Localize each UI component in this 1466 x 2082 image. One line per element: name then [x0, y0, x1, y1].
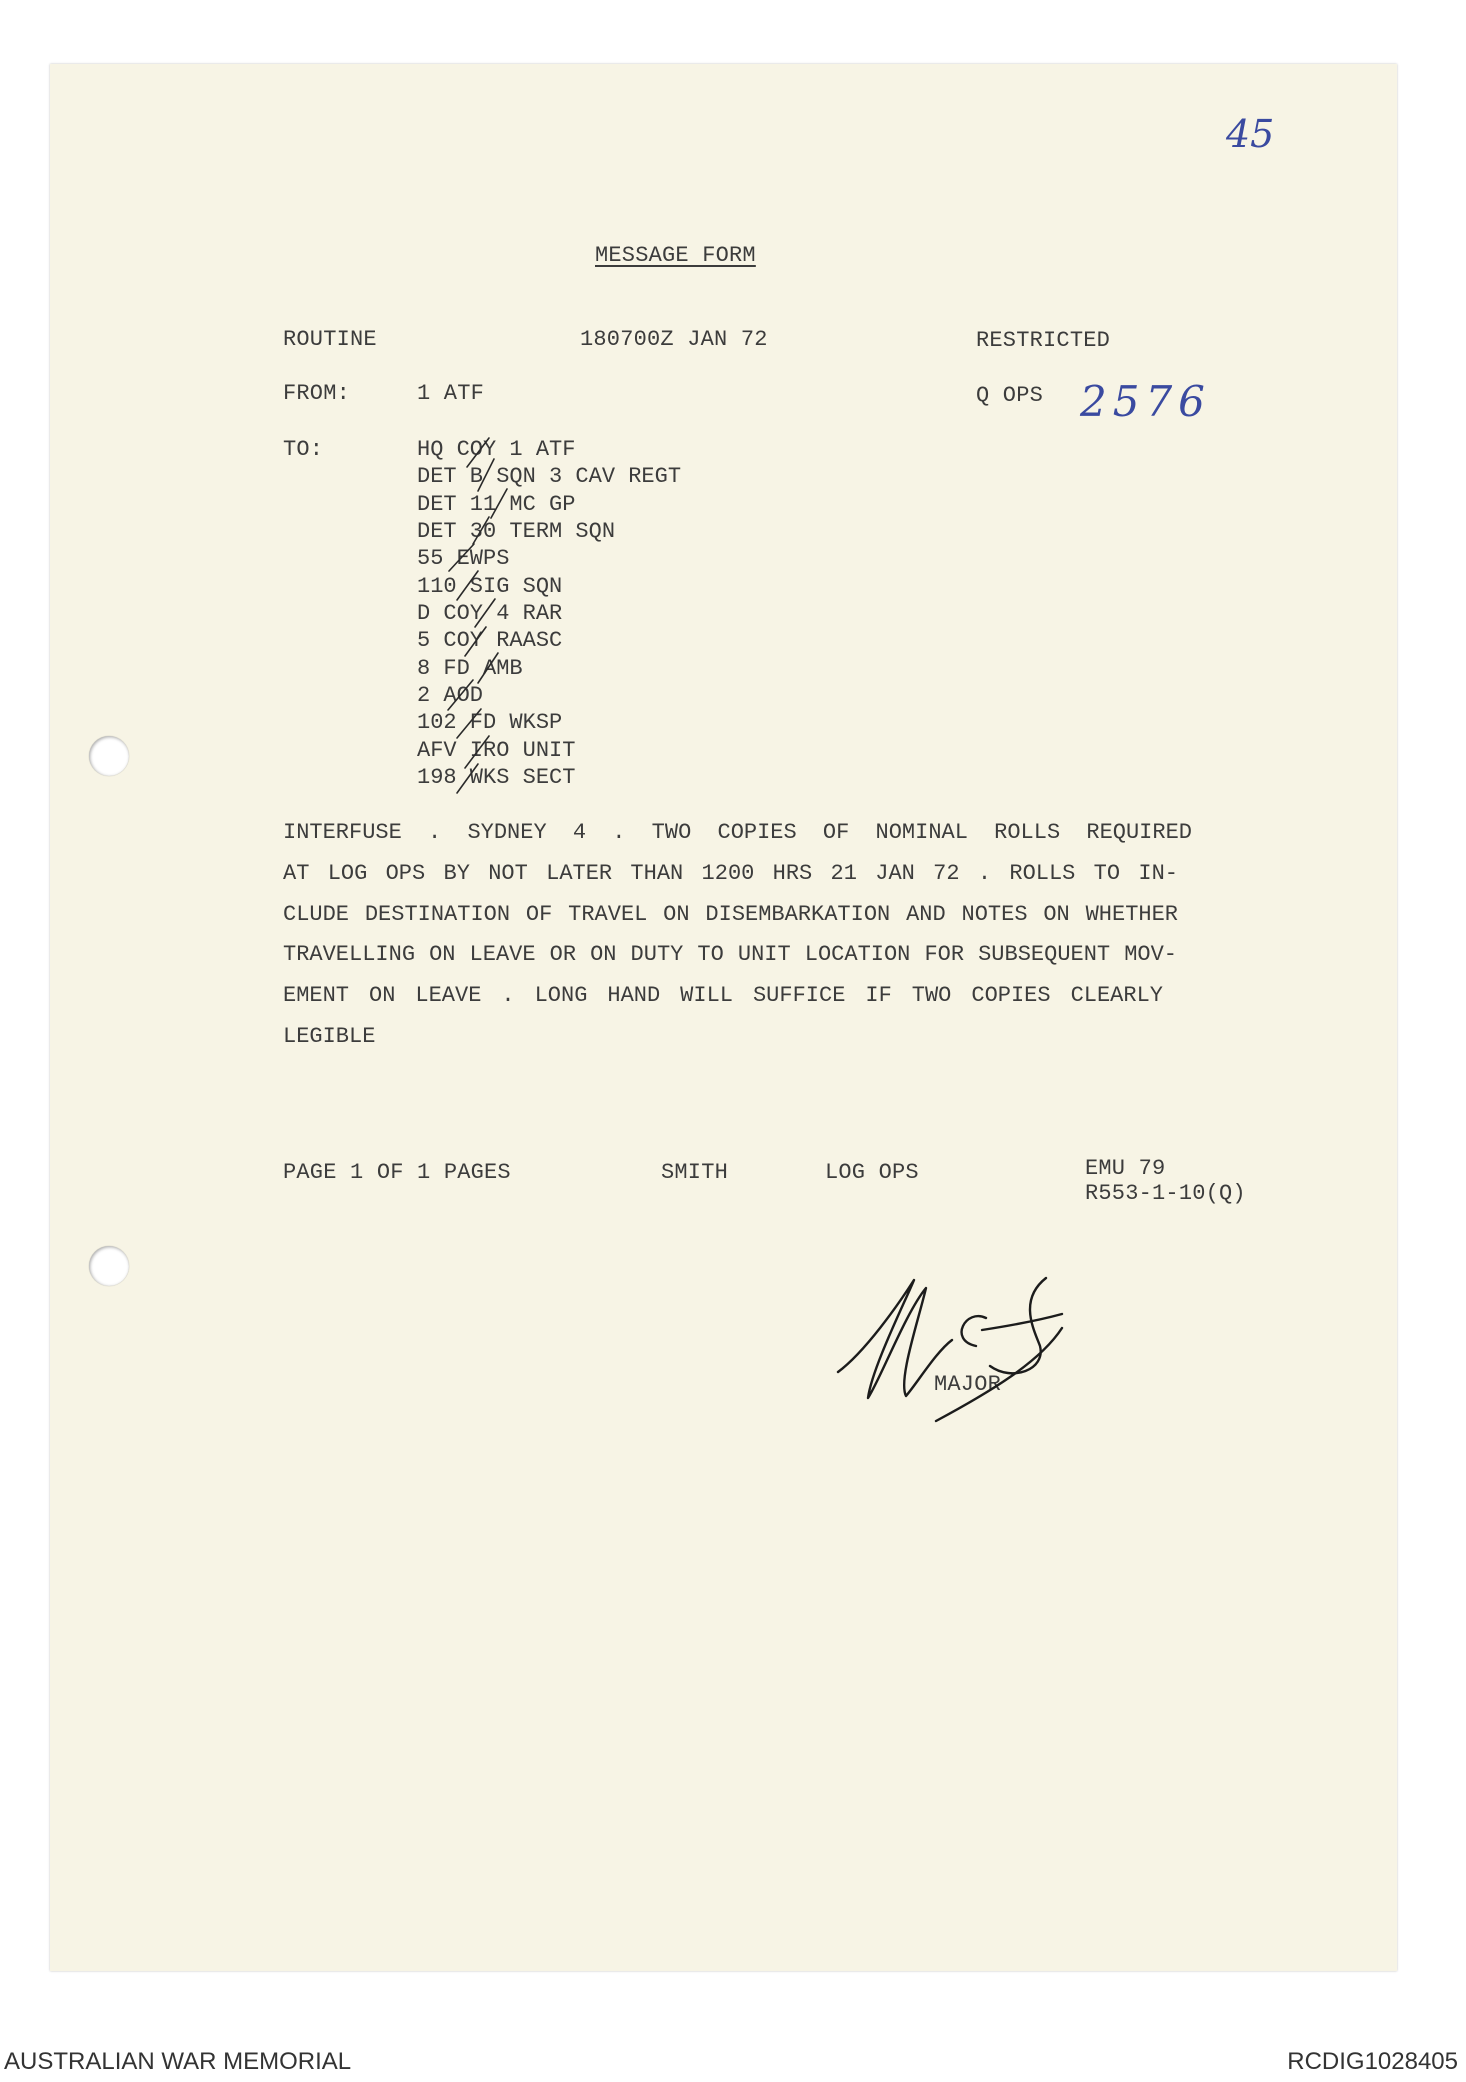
- classification: RESTRICTED: [976, 328, 1111, 353]
- punch-hole-bottom: [89, 1246, 129, 1286]
- originator: Q OPS: [976, 383, 1044, 408]
- sender-office: LOG OPS: [825, 1160, 919, 1185]
- addressee: 110 SIG SQN: [417, 573, 563, 599]
- page-count: PAGE 1 OF 1 PAGES: [283, 1160, 511, 1185]
- file-reference: R553-1-10(Q): [1085, 1181, 1246, 1206]
- punch-hole-top: [89, 736, 129, 776]
- addressee: DET 11 MC GP: [417, 491, 576, 517]
- addressee: HQ COY 1 ATF: [417, 437, 576, 462]
- message-body-line: LEGIBLE: [283, 1023, 376, 1049]
- sender-name: SMITH: [661, 1160, 729, 1185]
- addressee: 55 EWPS: [417, 546, 510, 572]
- addressee: 102 FD WKSP: [417, 710, 563, 736]
- from-value: 1 ATF: [417, 381, 485, 406]
- from-label: FROM:: [283, 381, 351, 406]
- addressee: DET 30 TERM SQN: [417, 518, 616, 544]
- form-title: MESSAGE FORM: [595, 243, 756, 268]
- message-body-line: AT LOG OPS BY NOT LATER THAN 1200 HRS 21 JAN 72 . ROLLS TO IN-: [283, 860, 1178, 886]
- addressee-list: [417, 436, 681, 791]
- addressee: 8 FD AMB: [417, 655, 523, 681]
- addressee: DET B SQN 3 CAV REGT: [417, 464, 682, 490]
- handwritten-folio-number: 45: [1226, 112, 1275, 156]
- precedence: ROUTINE: [283, 327, 377, 352]
- to-label: TO:: [283, 437, 324, 462]
- message-body-line: INTERFUSE . SYDNEY 4 . TWO COPIES OF NOMINAL ROLLS REQUIRED: [283, 820, 1192, 845]
- message-body-line: CLUDE DESTINATION OF TRAVEL ON DISEMBARKATION AND NOTES ON WHETHER: [283, 901, 1178, 927]
- date-time-group: 180700Z JAN 72: [580, 327, 768, 352]
- signatory-rank: MAJOR: [934, 1372, 1002, 1397]
- message-body-line: TRAVELLING ON LEAVE OR ON DUTY TO UNIT LOCATION FOR SUBSEQUENT MOV-: [283, 942, 1177, 968]
- handwritten-reference-number: 2576: [1080, 377, 1211, 426]
- archive-item-id: RCDIG1028405: [1287, 2048, 1458, 2075]
- addressee: 5 COY RAASC: [417, 628, 563, 654]
- addressee: D COY 4 RAR: [417, 600, 563, 626]
- addressee: 198 WKS SECT: [417, 764, 576, 790]
- reference-code: EMU 79: [1085, 1156, 1166, 1181]
- archive-institution: AUSTRALIAN WAR MEMORIAL: [4, 2048, 352, 2075]
- message-body: [283, 813, 1192, 1058]
- addressee: AFV IRO UNIT: [417, 737, 576, 763]
- addressee: 2 AOD: [417, 682, 484, 708]
- message-body-line: EMENT ON LEAVE . LONG HAND WILL SUFFICE IF TWO COPIES CLEARLY: [283, 983, 1163, 1009]
